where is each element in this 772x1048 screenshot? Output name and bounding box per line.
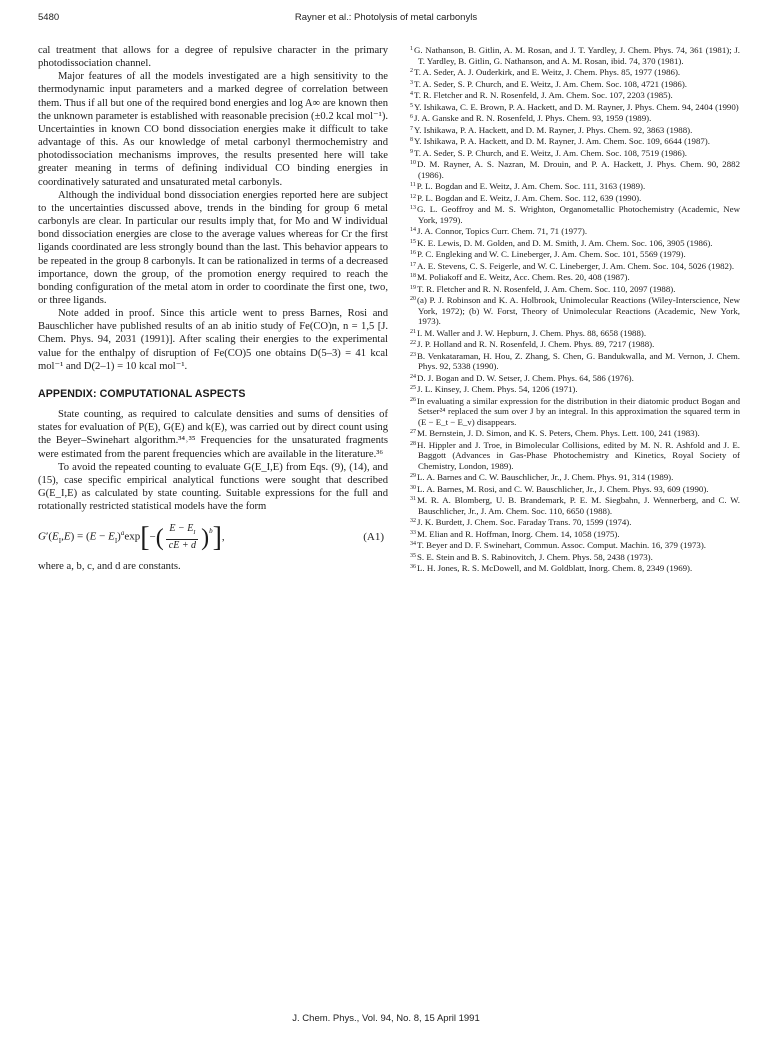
reference-number: 20 [410,296,416,302]
reference-item [410,283,740,295]
reference-item [410,271,740,283]
reference-item [410,66,740,78]
reference-number: 2 [410,68,413,74]
reference-text: Y. Ishikawa, C. E. Brown, P. A. Hackett, and D. M. Rayner, J. Phys. Chem. 94, 2404 (1990) [414,101,739,112]
reference-item [410,101,740,113]
reference-item [410,89,740,101]
reference-text: H. Hippler and J. Troe, in Bimolecular Collisions, edited by M. N. R. Ashfold and J. E. Baggott (Advances in Gas-Phase Photochemistry and Kinetics, Royal Society of Chemistry, London, 1989). [417,439,740,471]
reference-item [410,372,740,384]
reference-text: P. L. Bogdan and E. Weitz, J. Am. Chem. Soc. 111, 3163 (1989). [416,181,646,191]
reference-item [410,237,740,249]
reference-number: 18 [410,273,416,279]
reference-text: L. H. Jones, R. S. McDowell, and M. Goldblatt, Inorg. Chem. 8, 2349 (1969). [417,563,693,573]
reference-text: A. E. Stevens, C. S. Feigerle, and W. C. Lineberger, J. Am. Chem. Soc. 104, 5026 (1982). [417,260,735,271]
reference-item [410,112,740,124]
reference-item [410,260,740,272]
equation-a1 [38,523,388,552]
reference-item [410,248,740,260]
reference-text: J. A. Connor, Topics Curr. Chem. 71, 71 (1977). [417,226,588,236]
reference-number: 27 [410,429,416,435]
reference-text: L. A. Barnes, M. Rosi, and C. W. Bauschlicher, Jr., J. Chem. Phys. 93, 609 (1990). [417,483,709,494]
reference-number: 29 [410,473,416,479]
reference-text: J. L. Kinsey, J. Chem. Phys. 54, 1206 (1971). [417,384,578,394]
reference-text: B. Venkataraman, H. Hou, Z. Zhang, S. Chen, G. Bandukwalla, and M. Vernon, J. Chem. Phys. 92, 5338 (1990). [417,350,740,371]
reference-number: 11 [410,182,416,188]
reference-text: T. R. Fletcher and R. N. Rosenfeld, J. Am. Chem. Soc. 107, 2203 (1985). [414,90,673,100]
reference-text: P. L. Bogdan and E. Weitz, J. Am. Chem. Soc. 112, 639 (1990). [417,192,642,203]
reference-item [410,124,740,136]
reference-text: T. A. Seder, A. J. Ouderkirk, and E. Weitz, J. Chem. Phys. 85, 1977 (1986). [414,67,681,77]
reference-text: L. A. Barnes and C. W. Bauschlicher, Jr., J. Chem. Phys. 91, 314 (1989). [417,472,674,482]
reference-item [410,395,740,428]
left-column [38,44,388,573]
reference-item [410,294,740,327]
reference-item [410,203,740,225]
reference-number: 31 [410,496,416,502]
paragraph-constants: where a, b, c, and d are constants. [38,561,181,573]
reference-item [410,528,740,540]
reference-number: 24 [410,373,416,380]
equation-label: (A1) [363,531,384,544]
reference-text: J. P. Holland and R. N. Rosenfeld, J. Chem. Phys. 89, 7217 (1988). [417,339,655,349]
appendix-heading: APPENDIX: COMPUTATIONAL ASPECTS [38,387,246,400]
reference-number: 34 [410,541,416,547]
reference-number: 36 [410,564,416,570]
reference-text: T. A. Seder, S. P. Church, and E. Weitz, J. Am. Chem. Soc. 108, 4721 (1986). [414,78,687,89]
reference-number: 9 [410,148,413,155]
reference-text: D. J. Bogan and D. W. Setser, J. Chem. Phys. 64, 586 (1976). [417,372,634,383]
reference-item [410,439,740,472]
reference-item [410,551,740,563]
reference-text: P. C. Engleking and W. C. Lineberger, J. Am. Chem. Soc. 101, 5569 (1979). [417,249,686,259]
reference-text: S. E. Stein and B. S. Rabinovitch, J. Chem. Phys. 58, 2438 (1973). [417,551,653,562]
reference-text: T. Beyer and D. F. Swinehart, Commun. Assoc. Comput. Machin. 16, 379 (1973). [417,540,706,550]
reference-item [410,427,740,439]
reference-item [410,147,740,159]
paragraph-3: Although the individual bond dissociation energies reported here are subject to the uncertainties discussed above, trends in the binding for group 6 metal carbonyls are clear. In particular our results imply that, for Mo and W individual bond dissociation energies are close to the average values whereas for Cr the first ligands coordinated are less strongly bound than the last. This behavior appears to be repeated in the group 8 carbonyls. It can be rationalized in terms of a decreased importance, down the group, of the promotion energy required to reach the bonding configuration of the metal atom in order to coordinate the first one, two, or three ligands. [38,189,388,306]
reference-item [410,180,740,192]
reference-number: 22 [410,340,416,346]
reference-number: 8 [410,137,413,143]
reference-number: 17 [410,261,416,268]
reference-item [410,225,740,237]
reference-number: 28 [410,440,416,447]
paragraph-state-counting: State counting, as required to calculate densities and sums of densities of states for evaluation of P(E), G(E) and k(E), was carried out by direct count using the Beyer–Swinehart algorithm.³⁴˒³⁵ Frequencies for the unsaturated fragments were estimated from the parent frequencies which are available in the literature.³⁶ [38,409,388,460]
reference-number: 26 [410,396,416,403]
note-added-in-proof: Note added in proof. Since this article went to press Barnes, Rosi and Bauschlicher have published results of an ab initio study of Fe(CO)n, n = 1,5 [J. Chem. Phys. 94, 2031 (1991)]. After scaling their energies to the experimental value for the enthalpy of disruption of Fe(CO)5 one obtains D(5–3) = 41 kcal mol⁻¹ and D(2–1) = 10 kcal mol⁻¹. [38,308,388,372]
reference-item [410,516,740,528]
reference-text: T. A. Seder, S. P. Church, and E. Weitz, J. Am. Chem. Soc. 108, 7519 (1986). [414,147,687,158]
reference-item [410,483,740,495]
footer-citation: J. Chem. Phys., Vol. 94, No. 8, 15 April 1991 [292,1013,480,1024]
reference-text: In evaluating a similar expression for the distribution in their diatomic product Bogan and Setser²⁴ replaced the sum over J by an integral. In this approximation the squared term in (E − E_t − E_v) disappears. [417,395,740,427]
reference-number: 35 [410,552,416,559]
reference-item [410,338,740,350]
reference-number: 5 [410,102,413,109]
reference-item [410,539,740,551]
reference-number: 19 [410,284,416,291]
reference-item [410,471,740,483]
reference-text: Y. Ishikawa, P. A. Hackett, and D. M. Rayner, J. Phys. Chem. 92, 3863 (1988). [414,124,693,135]
reference-text: K. E. Lewis, D. M. Golden, and D. M. Smith, J. Am. Chem. Soc. 106, 3905 (1986). [417,237,713,248]
reference-text: G. Nathanson, B. Gitlin, A. M. Rosan, and J. T. Yardley, J. Chem. Phys. 74, 361 (1981); J. T. Yardley, B. Gitlin, G. Nathanson, and A. M. Rosan, ibid. 74, 370 (1981). [414,45,740,66]
reference-item [410,158,740,180]
reference-number: 3 [410,79,413,86]
running-title: Rayner et al.: Photolysis of metal carbonyls [294,12,478,23]
reference-text: Y. Ishikawa, P. A. Hackett, and D. M. Rayner, J. Am. Chem. Soc. 109, 6644 (1987). [414,136,710,146]
reference-item [410,327,740,339]
reference-item [410,78,740,90]
reference-item [410,135,740,147]
reference-text: (a) P. J. Robinson and K. A. Holbrook, Unimolecular Reactions (Wiley-Interscience, New York, 1972); (b) W. Forst, Theory of Unimolecular Reactions (Academic, New York, 1973). [417,295,740,326]
reference-number: 30 [410,484,416,491]
reference-text: M. Poliakoff and E. Weitz, Acc. Chem. Res. 20, 408 (1987). [417,272,630,282]
reference-number: 21 [410,328,416,335]
reference-number: 16 [410,250,416,256]
reference-item [410,383,740,395]
reference-item [410,44,740,66]
reference-item [410,562,740,574]
reference-text: M. R. A. Blomberg, U. B. Brandemark, P. E. M. Siegbahn, J. Wennerberg, and C. W. Bauschlicher, Jr., J. Am. Chem. Soc. 110, 6650 (1988). [417,495,740,516]
references-column [410,44,740,574]
reference-text: J. K. Burdett, J. Chem. Soc. Faraday Trans. 70, 1599 (1974). [417,517,632,527]
reference-number: 14 [410,227,416,233]
reference-number: 33 [410,529,416,536]
equation-a1-body: $G'(E_I,E) = (E - E_I)^a\exp$ [ − ( $\frac{E - E_I}{cE + d}$ ) $^b$ ] , [38,521,225,553]
reference-number: 13 [410,205,416,211]
page-number: 5480 [38,12,60,23]
reference-number: 7 [410,125,413,132]
reference-number: 1 [410,46,413,52]
reference-number: 15 [410,238,416,245]
reference-text: J. A. Ganske and R. N. Rosenfeld, J. Phys. Chem. 93, 1959 (1989). [414,113,652,123]
reference-number: 6 [410,114,413,120]
reference-number: 12 [410,193,416,200]
reference-text: D. M. Rayner, A. S. Nazran, M. Drouin, and P. A. Hackett, J. Phys. Chem. 90, 2882 (1986). [417,159,740,180]
paragraph-2: Major features of all the models investigated are a high sensitivity to the thermodynamic input parameters and a marked degree of correlation between them. Thus if all but one of the required bond energies and log A∞ are known then the unknown parameter is established with reasonable precision (±0.2 kcal mol⁻¹). Uncertainties in known CO bond dissociation energies make it difficult to take advantage of this. As our knowledge of metal carbonyl thermochemistry and photodissociation mechanisms improves, the results presented here will take greater meaning in terms of defining individual CO binding energies in coordinatively saturated and unsaturated metal carbonyls. [38,71,388,188]
reference-item [410,192,740,204]
reference-text: M. Bernstein, J. D. Simon, and K. S. Peters, Chem. Phys. Lett. 100, 241 (1983). [417,428,700,438]
paragraph-empirical-functions: To avoid the repeated counting to evaluate G(E_I,E) from Eqs. (9), (14), and (15), case specific empirical analytical functions were sought that described G(E_I,E) as calculated by state counting. Suitable expressions for the full and rotationally restricted statistical models have the form [38,461,388,513]
reference-number: 10 [410,160,416,166]
reference-text: M. Elian and R. Hoffman, Inorg. Chem. 14, 1058 (1975). [417,528,620,539]
paragraph-1: cal treatment that allows for a degree of repulsive character in the primary photodissociation channel. [38,45,388,70]
reference-number: 23 [410,351,416,358]
reference-number: 25 [410,385,416,391]
reference-text: I. M. Waller and J. W. Hepburn, J. Chem. Phys. 88, 6658 (1988). [417,327,647,338]
reference-text: T. R. Fletcher and R. N. Rosenfeld, J. Am. Chem. Soc. 110, 2097 (1988). [417,283,676,294]
reference-number: 4 [410,91,413,97]
reference-item [410,494,740,516]
reference-number: 32 [410,518,416,524]
reference-item [410,350,740,372]
reference-list [410,44,740,574]
reference-text: G. L. Geoffroy and M. S. Wrighton, Organometallic Photochemistry (Academic, New York, 1979). [417,204,740,225]
